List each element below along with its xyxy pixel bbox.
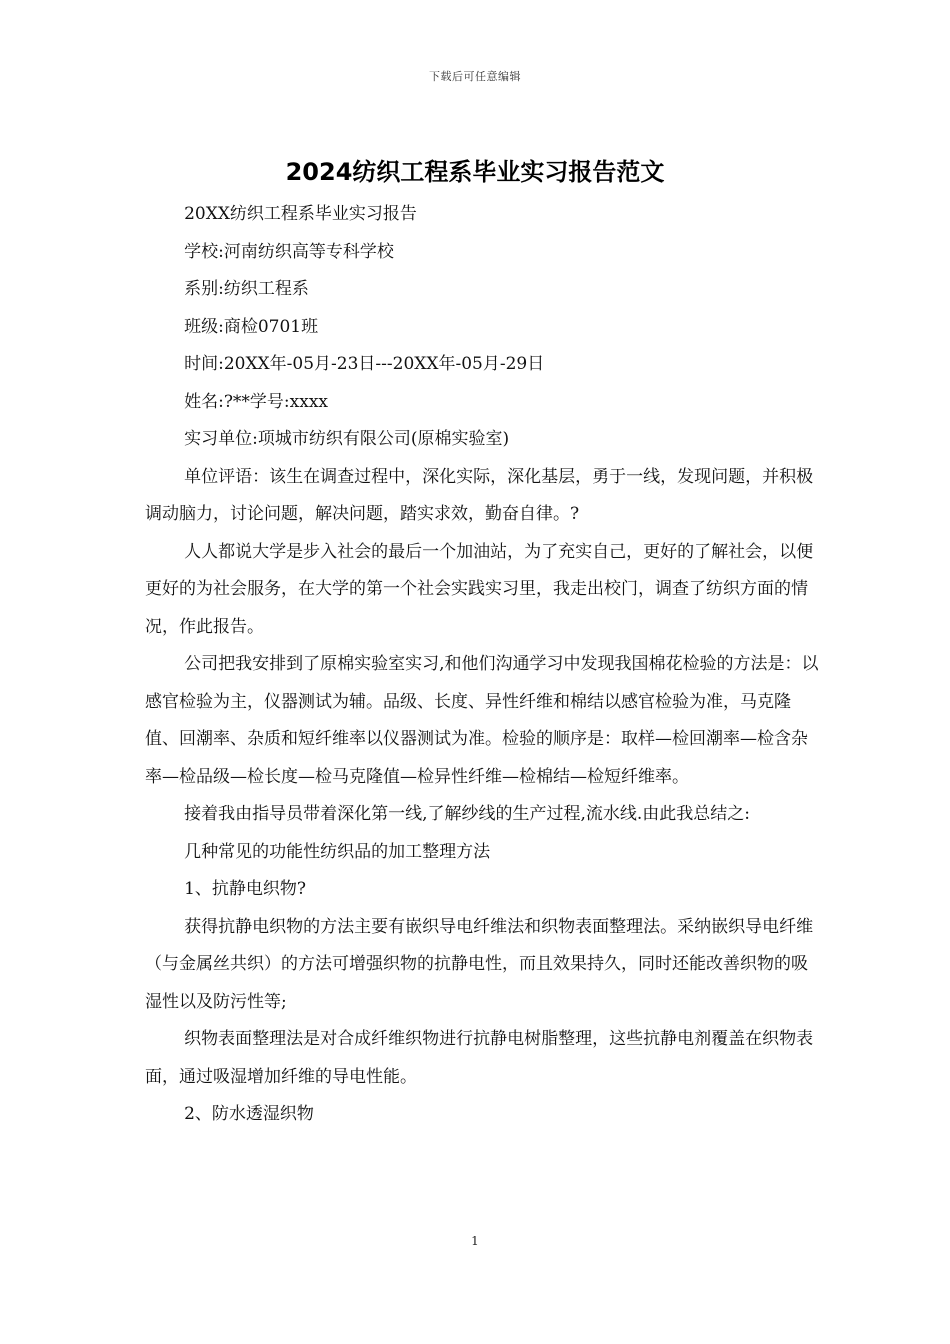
subheading-waterproof-breathable: 2、防水透湿织物 [184, 1104, 314, 1124]
class-line: 班级:商检0701班 [184, 316, 319, 337]
antistatic-method-paragraph: 获得抗静电织物的方法主要有嵌织导电纤维法和织物表面整理法。采纳嵌织导电纤维（与金属丝共织）的方法可增强织物的抗静电性，而且效果持久，同时还能改善织物的吸湿性以及防污性等; [145, 916, 814, 1012]
inspection-method-paragraph: 公司把我安排到了原棉实验室实习,和他们沟通学习中发现我国棉花检验的方法是：以感官检验为主，仪器测试为辅。品级、长度、异性纤维和棉结以感官检验为准，马克隆值、回潮率、杂质和短纤维率以仪器测试为准。检验的顺序是：取样—检回潮率—检含杂率—检品级—检长度—检马克隆值—检异性纤维—检棉结—检短纤维率。 [145, 654, 819, 787]
document-title: 2024纺织工程系毕业实习报告范文 [285, 158, 665, 186]
surface-finishing-paragraph: 织物表面整理法是对合成纤维织物进行抗静电树脂整理，这些抗静电剂覆盖在织物表面，通过吸湿增加纤维的导电性能。 [145, 1029, 814, 1087]
school-line: 学校:河南纺织高等专科学校 [184, 241, 394, 262]
production-line-paragraph: 接着我由指导员带着深化第一线,了解纱线的生产过程,流水线.由此我总结之: [184, 804, 751, 824]
report-heading-line: 20XX纺织工程系毕业实习报告 [184, 204, 417, 224]
intro-paragraph: 人人都说大学是步入社会的最后一个加油站，为了充实自己，更好的了解社会，以便更好的为社会服务，在大学的第一个社会实践实习里，我走出校门，调查了纺织方面的情况，作此报告。 [145, 541, 814, 637]
unit-comment-paragraph: 单位评语：该生在调查过程中，深化实际，深化基层，勇于一线，发现问题，并积极调动脑力，讨论问题，解决问题，踏实求效，勤奋自律。? [145, 466, 814, 524]
header-note: 下载后可任意编辑 [429, 70, 521, 83]
subheading-antistatic: 1、抗静电织物? [184, 879, 307, 899]
name-id-line: 姓名:?**学号:xxxx [184, 391, 329, 412]
internship-unit-line: 实习单位:项城市纺织有限公司(原棉实验室) [184, 429, 510, 449]
page-number: 1 [471, 1234, 479, 1248]
document-body [145, 196, 820, 1134]
section-heading-functional-textiles: 几种常见的功能性纺织品的加工整理方法 [184, 841, 491, 862]
department-line: 系别:纺织工程系 [184, 279, 309, 299]
time-line: 时间:20XX年-05月-23日---20XX年-05月-29日 [184, 354, 545, 374]
